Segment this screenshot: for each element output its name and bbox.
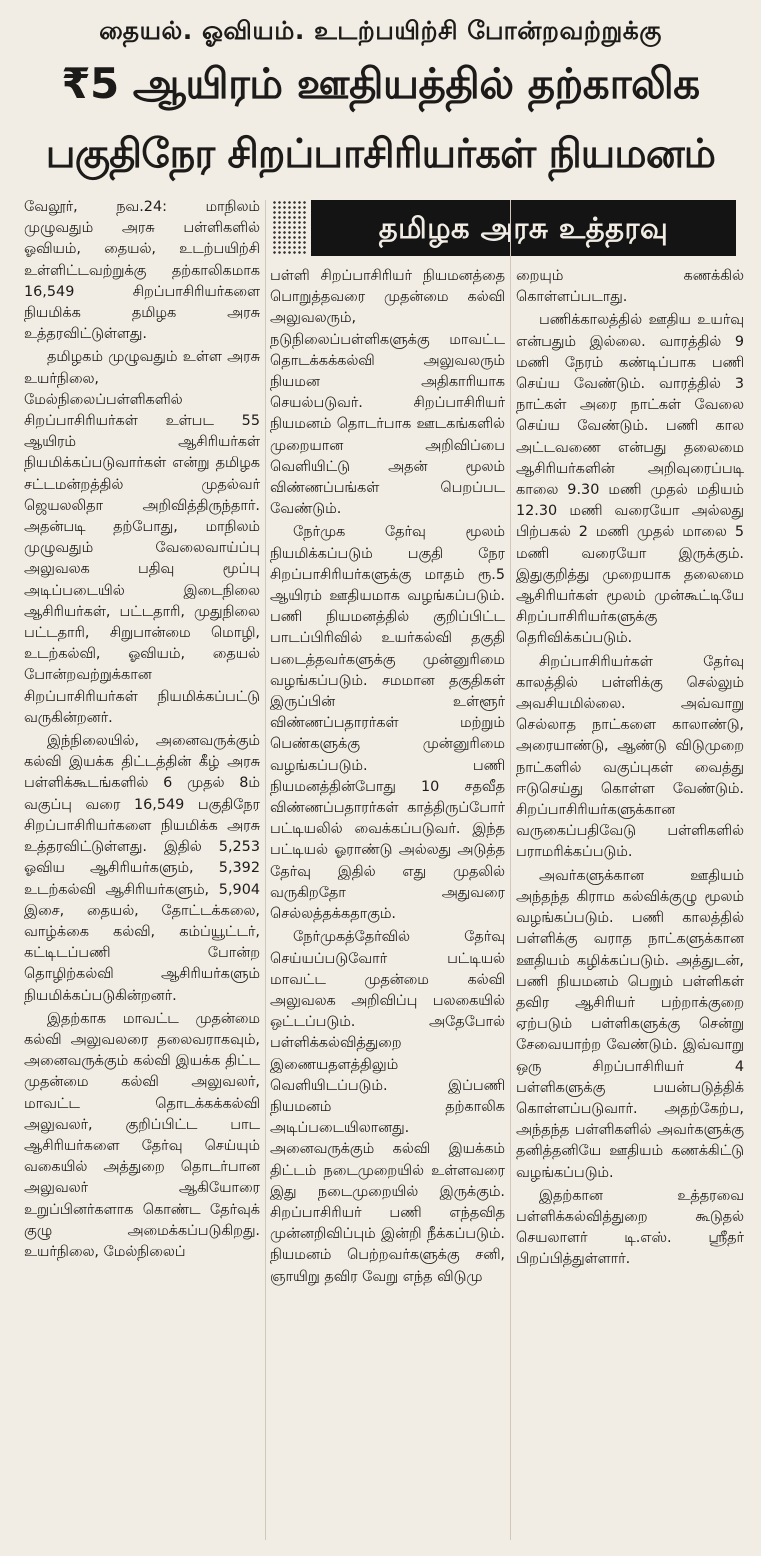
paragraph: வேலூர், நவ.24: மாநிலம் முழுவதும் அரசு பள்ளிகளில் ஓவியம், தையல், உடற்பயிற்சி உள்ளிட்டவற்றுக்கு தற்காலிகமாக 16,549 சிறப்பாசிரியர்களை நியமிக்க தமிழக அரசு உத்தரவிட்டுள்ளது. bbox=[24, 199, 260, 343]
headline-line-2: பகுதிநேர சிறப்பாசிரியர்கள் நியமனம் bbox=[45, 131, 716, 177]
paragraph: பள்ளி சிறப்பாசிரியர் நியமனத்தை பொறுத்தவரை முதன்மை கல்வி அலுவலரும், நடுநிலைப்பள்ளிகளுக்கு மாவட்ட தொடக்கக்கல்வி அலுவலரும் நியமன அதிகாரியாக செயல்படுவர். சிறப்பாசிரியர் நியமனம் தொடர்பாக ஊடகங்களில் முறையான அறிவிப்பை வெளியிட்டு அதன் மூலம் விண்ணப்பங்கள் பெறப்பட வேண்டும். bbox=[270, 268, 505, 518]
article-column-3 bbox=[516, 266, 744, 1542]
paragraph: சிறப்பாசிரியர்கள் தேர்வு காலத்தில் பள்ளிக்கு செல்லும் அவசியமில்லை. அவ்வாறு செல்லாத நாட்களை காலாண்டு, அரையாண்டு, ஆண்டு விடுமுறை நாட்களில் வகுப்புகள் வைத்து ஈடுசெய்து கொள்ள வேண்டும். சிறப்பாசிரியர்களுக்கான வருகைப்பதிவேடு பள்ளிகளில் பராமரிக்கப்படும். bbox=[516, 653, 744, 861]
subheading-banner: தமிழக அரசு உத்தரவு bbox=[311, 200, 736, 256]
paragraph: நேர்முகத்தேர்வில் தேர்வு செய்யப்படுவோர் பட்டியல் மாவட்ட முதன்மை கல்வி அலுவலக அறிவிப்பு பலகையில் ஒட்டப்படும். அதேபோல் பள்ளிக்கல்வித்துறை இணையதளத்திலும் வெளியிடப்படும். இப்பணி நியமனம் தற்காலிக அடிப்படையிலானது. அனைவருக்கும் கல்வி இயக்கம் திட்டம் நடைமுறையில் உள்ளவரை இது நடைமுறையில் இருக்கும். சிறப்பாசிரியர் பணி எந்தவித முன்னறிவிப்பும் இன்றி நீக்கப்படும். நியமனம் பெற்றவர்களுக்கு சனி, ஞாயிறு தவிர வேறு எந்த விடுமு bbox=[270, 929, 505, 1285]
paragraph: பணிக்காலத்தில் ஊதிய உயர்வு என்பதும் இல்லை. வாரத்தில் 9 மணி நேரம் கண்டிப்பாக பணி செய்ய வேண்டும். வாரத்தில் 3 நாட்கள் அரை நாட்கள் வேலை செய்ய வேண்டும். பணி கால அட்டவணை என்பது தலைமை ஆசிரியர்களின் அறிவுரைப்படி காலை 9.30 மணி முதல் மதியம் 12.30 மணி வரையோ அல்லது பிற்பகல் 2 மணி முதல் மாலை 5 மணி வரையோ இருக்கும். இதுகுறித்து முறையாக தலைமை ஆசிரியர்கள் மூலம் முன்கூட்டியே சிறப்பாசிரியர்களுக்கு தெரிவிக்கப்படும். bbox=[516, 312, 744, 647]
paragraph: றையும் கணக்கில் கொள்ளப்படாது. bbox=[516, 268, 744, 306]
paragraph: அவர்களுக்கான ஊதியம் அந்தந்த கிராம கல்விக்குழு மூலம் வழங்கப்படும். பணி காலத்தில் பள்ளிக்கு வராத நாட்களுக்கான ஊதியம் கழிக்கப்படும். அத்துடன், பணி நியமனம் பெறும் பள்ளிகள் தவிர ஆசிரியர் பற்றாக்குறை ஏற்படும் பள்ளிகளுக்கு சென்று சேவையாற்ற வேண்டும். இவ்வாறு ஒரு சிறப்பாசிரியர் 4 பள்ளிகளுக்கு பயன்படுத்திக் கொள்ளப்படுவார். அதற்கேற்ப, அந்தந்த பள்ளிகளில் அவர்களுக்கு தனித்தனியே ஊதியம் கணக்கிட்டு வழங்கப்படும். bbox=[516, 867, 744, 1181]
column-divider bbox=[510, 200, 511, 1540]
paragraph: இதற்கான உத்தரவை பள்ளிக்கல்வித்துறை கூடுதல் செயலாளர் டி.எஸ். ஸ்ரீதர் பிறப்பித்துள்ளார். bbox=[516, 1187, 744, 1268]
paragraph: இதற்காக மாவட்ட முதன்மை கல்வி அலுவலரை தலைவராகவும், அனைவருக்கும் கல்வி இயக்க திட்ட முதன்மை கல்வி அலுவலர், மாவட்ட தொடக்கக்கல்வி அலுவலர், குறிப்பிட்ட பாட ஆசிரியர்களை தேர்வு செய்யும் வகையில் அத்துறை தொடர்பான அலுவலர் ஆகியோரை உறுப்பினர்களாக கொண்ட தேர்வுக் குழு அமைக்கப்படுகிறது. உயர்நிலை, மேல்நிலைப் bbox=[24, 1010, 260, 1260]
article-column-1 bbox=[24, 197, 260, 1542]
headline-kicker: தையல். ஓவியம். உடற்பயிற்சி போன்றவற்றுக்கு bbox=[99, 16, 662, 45]
halftone-ornament bbox=[272, 200, 306, 256]
column-divider bbox=[265, 200, 266, 1540]
paragraph: தமிழகம் முழுவதும் உள்ள அரசு உயர்நிலை, மேல்நிலைப்பள்ளிகளில் சிறப்பாசிரியர்கள் உள்பட 55 ஆயிரம் ஆசிரியர்கள் நியமிக்கப்படுவார்கள் என்று தமிழக சட்டமன்றத்தில் முதல்வர் ஜெயலலிதா அறிவித்திருந்தார். அதன்படி தற்போது, மாநிலம் முழுவதும் வேலைவாய்ப்பு அலுவலக பதிவு மூப்பு அடிப்படையில் இடைநிலை ஆசிரியர்கள், பட்டதாரி, முதுநிலை பட்டதாரி, சிறுபான்மை மொழி, உடற்கல்வி, ஓவியம், தையல் போன்றவற்றுக்கான சிறப்பாசிரியர்கள் நியமிக்கப்பட்டு வருகின்றனர். bbox=[24, 349, 260, 726]
paragraph: இந்நிலையில், அனைவருக்கும் கல்வி இயக்க திட்டத்தின் கீழ் அரசு பள்ளிக்கூடங்களில் 6 முதல் 8ம் வகுப்பு வரை 16,549 பகுதிநேர சிறப்பாசிரியர்களை நியமிக்க அரசு உத்தரவிட்டுள்ளது. இதில் 5,253 ஓவிய ஆசிரியர்களும், 5,392 உடற்கல்வி ஆசிரியர்களும், 5,904 இசை, தையல், தோட்டக்கலை, வாழ்க்கை கல்வி, கம்ப்யூட்டர், கட்டிடப்பணி போன்ற தொழிற்கல்வி ஆசிரியர்களும் நியமிக்கப்படுகின்றனர். bbox=[24, 733, 260, 1004]
paragraph: நேர்முக தேர்வு மூலம் நியமிக்கப்படும் பகுதி நேர சிறப்பாசிரியர்களுக்கு மாதம் ரூ.5 ஆயிரம் ஊதியமாக வழங்கப்படும். பணி நியமனத்தில் குறிப்பிட்ட பாடப்பிரிவில் உயர்கல்வி தகுதி படைத்தவர்களுக்கு முன்னுரிமை வழங்கப்படும். சமமான தகுதிகள் இருப்பின் உள்ளூர் விண்ணப்பதாரர்கள் மற்றும் பெண்களுக்கு முன்னுரிமை வழங்கப்படும். பணி நியமனத்தின்போது 10 சதவீத விண்ணப்பதாரர்கள் காத்திருப்போர் பட்டியலில் வைக்கப்படுவர். இந்த பட்டியல் ஓராண்டு அல்லது அடுத்த தேர்வு இதில் எது முதலில் வருகிறதோ அதுவரை செல்லத்தக்கதாகும். bbox=[270, 524, 505, 923]
headline-line-1: ₹5 ஆயிரம் ஊதியத்தில் தற்காலிக bbox=[61, 59, 700, 108]
article-column-2 bbox=[270, 266, 505, 1542]
